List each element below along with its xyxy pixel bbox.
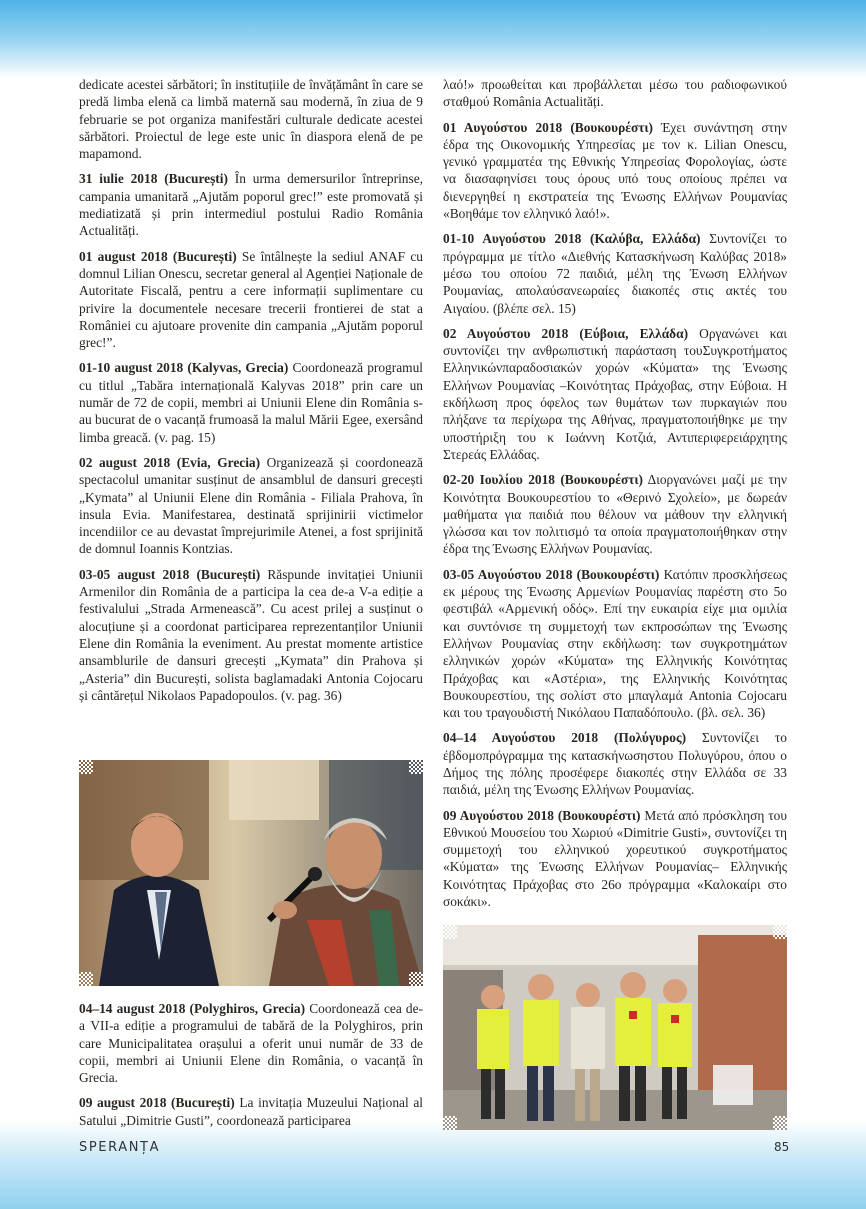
paragraph: 01-10 august 2018 (Kalyvas, Grecia) Coordonează programul cu titlul „Tabăra internațională Kalyvas 2018” prin care un număr de 72 de copii, membri ai Uniunii Elene din România s-au bucurat de o vacanță frumoasă la malul Mării Egee, exersând limba greacă. (v. pag. 15) xyxy=(79,360,423,445)
entry-date: 02-20 Ιουλίου 2018 (Βουκουρέστι) xyxy=(443,472,644,488)
paragraph: 04–14 Αυγούστου 2018 (Πολύγυρος) Συντονίζει το έβδομοπρόγραμμα της κατασκήνωσηστου Πολυγύρου, όπου ο Δήμος της πόλης προσέφερε διακοπές στην Ελλάδα σε 33 παιδιά, μέλη της Ένωσης Ελλήνων Ρουμανίας. xyxy=(443,730,787,798)
photo-illustration xyxy=(443,925,787,1130)
photo-illustration xyxy=(79,760,423,986)
magazine-brand: SPERANȚA xyxy=(79,1140,161,1155)
photo-volunteers-group xyxy=(443,925,787,1130)
entry-date: 01-10 Αυγούστου 2018 (Καλύβα, Ελλάδα) xyxy=(443,231,701,247)
paragraph: λαό!» προωθείται και προβάλλεται μέσω του ραδιοφωνικού σταθμού România Actualități. xyxy=(443,77,787,110)
entry-date: 03-05 Αυγούστου 2018 (Βουκουρέστι) xyxy=(443,566,660,582)
right-text-column xyxy=(443,76,787,918)
entry-date: 09 august 2018 (București) xyxy=(79,1095,235,1111)
entry-date: 04–14 august 2018 (Polyghiros, Grecia) xyxy=(79,1001,306,1016)
paragraph: 02 august 2018 (Evia, Grecia) Organizează și coordonează spectacolul umanitar susținut de ansamblul de dansuri grecești „Kymata” al Uniunii Elene din România - Filiala Prahova, în insula Evia. Manifestarea, destinată sprijinirii victimelor incendiilor ce au devastat împrejurimile Atenei, a fost sprijinită de domnul Ioannis Kontzias. xyxy=(79,454,423,557)
header-gradient-band xyxy=(0,0,866,78)
paragraph: 02 Αυγούστου 2018 (Εύβοια, Ελλάδα) Οργανώνει και συντονίζει την ανθρωπιστική παράσταση τουΣυγκροτήματος Ελληνικώνπαραδοσιακών χορών «Κύματα» της Ένωσης Ελλήνων Ρουμανίας –Κοινότητας Πράχοβας, στην Εύβοια. Η εκδήλωση προς όφελος των θυμάτων των πυρκαγιών που πλήξανε τα περίχωρα της Αθήνας, πραγματοποιήθηκε με την υποστήριξη του κ Ιωάννη Κοτζιά, Αντιπεριφερειάρχητης Στερεάς Ελλάδας. xyxy=(443,325,787,462)
paragraph: dedicate acestei sărbători; în instituțiile de învățământ în care se predă limba elenă ca limbă maternă sau modernă, în ziua de 9 februarie se pot organiza manifestări culturale dedicate acestei sărbători. Proiectul de lege este unic în diaspora elenă de pe mapamond. xyxy=(79,77,423,162)
paragraph: 03-05 Αυγούστου 2018 (Βουκουρέστι) Κατόπιν προσκλήσεως εκ μέρους της Ένωσης Αρμενίων Ρουμανίας παρέστη στο 5ο φεστιβάλ «Αρμενική οδός». Επί την ευκαιρία είχε μια ομιλία και συντόνισε τη συμμετοχή των εκπροσώπων της Ένωσης Ελλήνων Ρουμανίας στην εκδήλωση: των συγκροτημάτων ελληνικών χορών «Κύματα» της Ελληνικής Κοινότητας Πράχοβας και «Αστέρια», της Ελληνικής Κοινότητας Βουκουρεστίου, της σολίστ στο μπαγλαμά Antonia Cojocaru και του τραγουδιστή Νικόλαου Παπαδόπουλο. (βλ. σελ. 36) xyxy=(443,566,787,721)
paragraph: 04–14 august 2018 (Polyghiros, Grecia) Coordonează cea de-a VII-a ediție a programului de tabără de la Polyghiros, prin care Municipalitatea orașului a oferit unui număr de 33 de copii, membri ai Uniunii Elene din România, o vacanță în Grecia. xyxy=(79,1001,423,1086)
entry-date: 01 Αυγούστου 2018 (Βουκουρέστι) xyxy=(443,119,654,135)
paragraph: 01 Αυγούστου 2018 (Βουκουρέστι) Έχει συνάντηση στην έδρα της Οικονομικής Υπηρεσίας με τον κ. Lilian Onescu, γενικό γραμματέα της Εθνικής Υπηρεσίας Φορολογίας, ώστε να διασαφηνίσει τους όρους υπό τους οποίους πρέπει να διενεργηθεί η εκστρατεία της Ένωσης Ελλήνων Ρουμανίας «Βοηθάμε τον ελληνικό λαό!». xyxy=(443,119,787,222)
entry-date: 04–14 Αυγούστου 2018 (Πολύγυρος) xyxy=(443,730,687,746)
paragraph: 01-10 Αυγούστου 2018 (Καλύβα, Ελλάδα) Συντονίζει το πρόγραμμα με τίτλο «Διεθνής Κατασκήνωση Καλύβας 2018» μέσω του οποίου 72 παιδιά, μέλη της Ένωση Ελλήνων Ρουμανίας, απολαύσανεωραίες διακοπές στις ακτές του Αιγαίου. (βλέπε σελ. 15) xyxy=(443,231,787,316)
entry-date: 02 Αυγούστου 2018 (Εύβοια, Ελλάδα) xyxy=(443,325,689,341)
entry-date: 01 august 2018 (București) xyxy=(79,248,237,264)
paragraph: 01 august 2018 (București) Se întâlnește la sediul ANAF cu domnul Lilian Onescu, secretar general al Agenției Naționale de Autoritate Fiscală, pentru a cere informații suplimentare cu privire la documentele necesare trecerii frontierei de stat a României cu ajutoare provenite din campania „Ajutăm poporul grec!”. xyxy=(79,248,423,351)
entry-date: 09 Αυγούστου 2018 (Βουκουρέστι) xyxy=(443,807,641,823)
paragraph: 03-05 august 2018 (București) Răspunde invitației Uniunii Armenilor din România de a participa la cea de-a V-a ediție a festivalului „Strada Armenească”. Cu acest prilej a susținut o alocuțiune și a coordonat participarea reprezentanților Uniunii Elene din România la eveniment. Au prestat momente artistice ansamblurile de dansuri grecești „Kymata” din Prahova și „Asteria” din București, solista baglamadaki Antonia Cojocaru și cântărețul Nikolaos Papadopoulos. (v. pag. 36) xyxy=(79,566,423,703)
left-text-column-lower xyxy=(79,1000,423,1137)
entry-date: 02 august 2018 (Evia, Grecia) xyxy=(79,454,261,470)
entry-date: 03-05 august 2018 (București) xyxy=(79,566,261,582)
paragraph: 02-20 Ιουλίου 2018 (Βουκουρέστι) Διοργανώνει μαζί με την Κοινότητα Βουκουρεστίου το «Θερινό Σχολείο», με δωρεάν μαθήματα για παιδιά που θέλουν να μάθουν την ελληνική γλώσσα και τον πολιτισμό τα οποία πραγματοποιήθηκαν στην έδρα της Ένωσης Ελλήνων Ρουμανίας. xyxy=(443,472,787,557)
paragraph: 31 iulie 2018 (București) În urma demersurilor întreprinse, campania umanitară „Ajutăm poporul grec!” este promovată și mediatizată și prin intermediul postului Radio România Actualități. xyxy=(79,171,423,239)
paragraph: 09 Αυγούστου 2018 (Βουκουρέστι) Μετά από πρόσκληση του Εθνικού Μουσείου του Χωριού «Dimitrie Gusti», συντονίζει τη συμμετοχή του ελληνικού χορευτικού συγκροτήματος «Κύματα» της Ένωσης Ελλήνων Ρουμανίας– Ελληνικής Κοινότητας Πράχοβας στο 26ο πρόγραμμα «Καλοκαίρι στο σοκάκι». xyxy=(443,807,787,910)
entry-date: 01-10 august 2018 (Kalyvas, Grecia) xyxy=(79,360,289,376)
paragraph: 09 august 2018 (București) La invitația Muzeului Național al Satului „Dimitrie Gusti”, coordonează participarea xyxy=(79,1095,423,1128)
left-text-column xyxy=(79,76,423,712)
photo-speech-microphone xyxy=(79,760,423,986)
page-number: 85 xyxy=(774,1140,790,1154)
entry-date: 31 iulie 2018 (București) xyxy=(79,171,228,187)
